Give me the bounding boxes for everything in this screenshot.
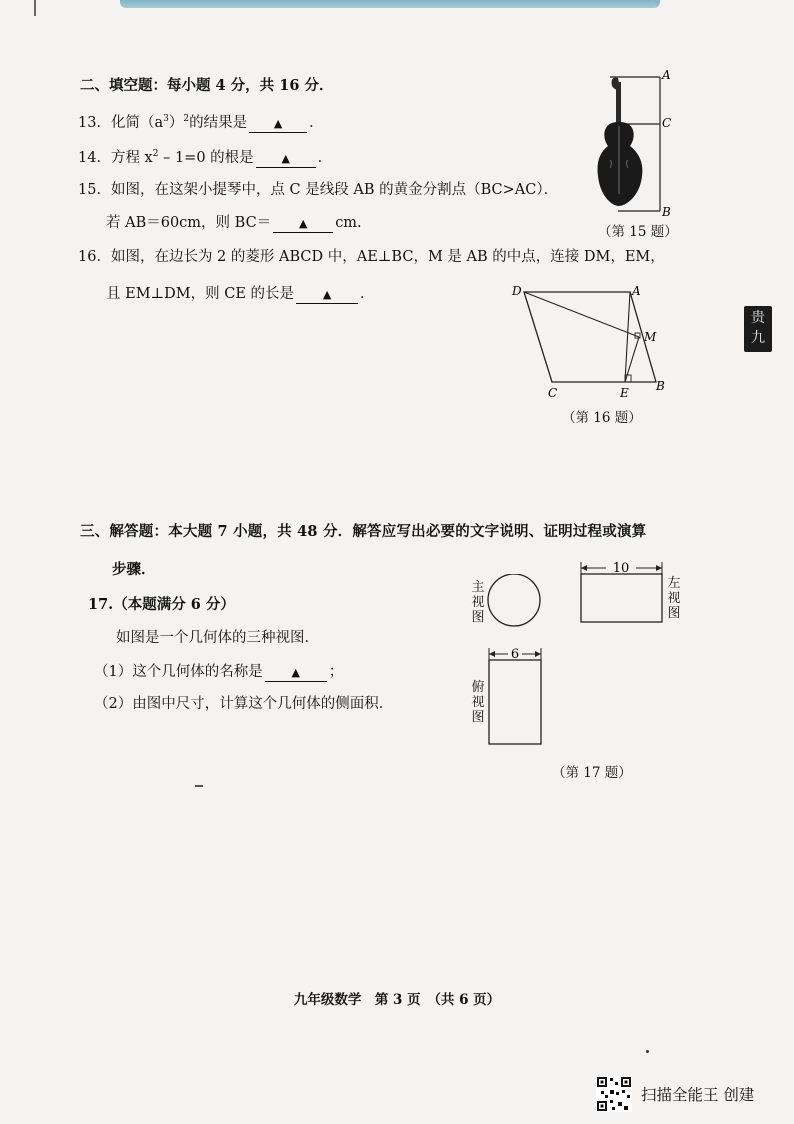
page-footer: 九年级数学 第 3 页 （共 6 页） bbox=[293, 992, 501, 1008]
question-16-line2 bbox=[106, 284, 375, 304]
q15-text-pre: 若 AB＝60cm，则 BC＝ bbox=[106, 215, 272, 231]
side-tab bbox=[744, 306, 772, 352]
side-tab-char: 九 bbox=[751, 330, 765, 346]
answer-triangle-icon: ▲ bbox=[281, 151, 290, 165]
q15-text-post: cm. bbox=[335, 215, 362, 231]
fig15-label-b: B bbox=[662, 205, 671, 219]
question-15-line1: 15．如图，在这架小提琴中，点 C 是线段 AB 的黄金分割点（BC>AC）． bbox=[78, 182, 559, 198]
fig16-label-d: D bbox=[512, 284, 522, 298]
left-view-rectangle bbox=[576, 558, 668, 628]
front-view-label-char: 视 bbox=[471, 595, 485, 610]
question-13 bbox=[78, 109, 324, 133]
dim-top-label: 6 bbox=[510, 647, 520, 662]
scanner-watermark: 扫描全能王 创建 bbox=[641, 1086, 755, 1104]
question-16-line1: 16．如图，在边长为 2 的菱形 ABCD 中，AE⊥BC，M 是 AB 的中点，连接 DM，EM， bbox=[78, 249, 665, 265]
front-view-label-char: 主 bbox=[471, 580, 485, 595]
left-view-label-char: 视 bbox=[667, 591, 681, 606]
left-view-label bbox=[666, 576, 682, 621]
answer-triangle-icon: ▲ bbox=[273, 116, 283, 130]
fig15-caption: （第 15 题） bbox=[598, 224, 678, 240]
front-view-label bbox=[470, 580, 486, 625]
q13-answer-blank[interactable] bbox=[249, 115, 307, 133]
fig17-caption: （第 17 题） bbox=[552, 765, 632, 781]
top-view-label-char: 俯 bbox=[471, 680, 485, 695]
front-view-circle bbox=[486, 574, 546, 630]
q17-intro: 如图是一个几何体的三种视图． bbox=[116, 630, 319, 646]
fig16-label-b: B bbox=[656, 379, 665, 393]
section3-header-line2: 步骤． bbox=[112, 561, 156, 578]
q13-text-end: ． bbox=[309, 114, 324, 131]
q15-answer-blank[interactable] bbox=[273, 215, 333, 233]
q17-part1-end: ； bbox=[328, 664, 344, 680]
side-tab-char: 贵 bbox=[751, 310, 765, 326]
margin-mark bbox=[34, 0, 36, 16]
q13-text-pre: 13．化简（a bbox=[78, 114, 164, 131]
q13-text-mid: ） bbox=[168, 114, 184, 131]
q17-part2: （2）由图中尺寸，计算这个几何体的侧面积． bbox=[94, 696, 394, 712]
section3-header-line1: 三、解答题：本大题 7 小题，共 48 分．解答应写出必要的文字说明、证明过程或演算 bbox=[80, 523, 647, 540]
fig16-caption: （第 16 题） bbox=[562, 410, 642, 426]
question-14 bbox=[78, 144, 332, 168]
q17-title: 17.（本题满分 6 分） bbox=[88, 596, 235, 613]
qr-code-icon bbox=[596, 1076, 632, 1112]
fig16-label-c: C bbox=[548, 386, 558, 400]
answer-triangle-icon: ▲ bbox=[298, 217, 308, 230]
question-15-line2 bbox=[106, 213, 362, 233]
q14-sup: 2 bbox=[152, 149, 159, 159]
q13-text-post: 的结果是 bbox=[189, 114, 248, 131]
q14-text-post: – 1=0 的根是 bbox=[158, 149, 254, 166]
q14-text-pre: 14．方程 x bbox=[78, 149, 153, 166]
fig15-label-a: A bbox=[662, 68, 671, 82]
left-view-label-char: 左 bbox=[667, 576, 681, 591]
violin-figure bbox=[588, 64, 678, 224]
fig15-label-c: C bbox=[662, 116, 672, 130]
front-view-label-char: 图 bbox=[471, 610, 485, 625]
q13-sup2: 2 bbox=[183, 114, 190, 124]
section2-header: 二、填空题：每小题 4 分，共 16 分． bbox=[80, 77, 334, 94]
answer-triangle-icon: ▲ bbox=[322, 288, 332, 301]
top-banner bbox=[120, 0, 660, 8]
fig16-label-m: M bbox=[644, 330, 657, 344]
stray-mark bbox=[195, 785, 203, 787]
q16-text-pre: 且 EM⊥DM，则 CE 的长是 bbox=[106, 286, 295, 302]
top-view-label bbox=[470, 680, 486, 725]
fig16-label-e: E bbox=[620, 386, 629, 400]
top-view-label-char: 图 bbox=[471, 710, 485, 725]
q17-part1-text: （1）这个几何体的名称是 bbox=[94, 664, 263, 680]
rhombus-figure bbox=[508, 280, 678, 400]
q17-answer-blank[interactable] bbox=[265, 664, 327, 682]
q16-text-post: ． bbox=[360, 286, 375, 302]
dim-width-label: 10 bbox=[612, 561, 630, 576]
left-view-label-char: 图 bbox=[667, 606, 681, 621]
q13-sup1: 3 bbox=[163, 114, 169, 124]
q14-answer-blank[interactable] bbox=[256, 150, 316, 168]
fig16-label-a: A bbox=[632, 284, 641, 298]
q16-answer-blank[interactable] bbox=[296, 286, 358, 304]
answer-triangle-icon: ▲ bbox=[291, 666, 300, 679]
q17-part1 bbox=[94, 662, 343, 682]
q14-text-end: ． bbox=[317, 149, 333, 166]
top-view-rectangle bbox=[486, 644, 546, 748]
stray-dot bbox=[646, 1050, 649, 1053]
top-view-label-char: 视 bbox=[471, 695, 485, 710]
